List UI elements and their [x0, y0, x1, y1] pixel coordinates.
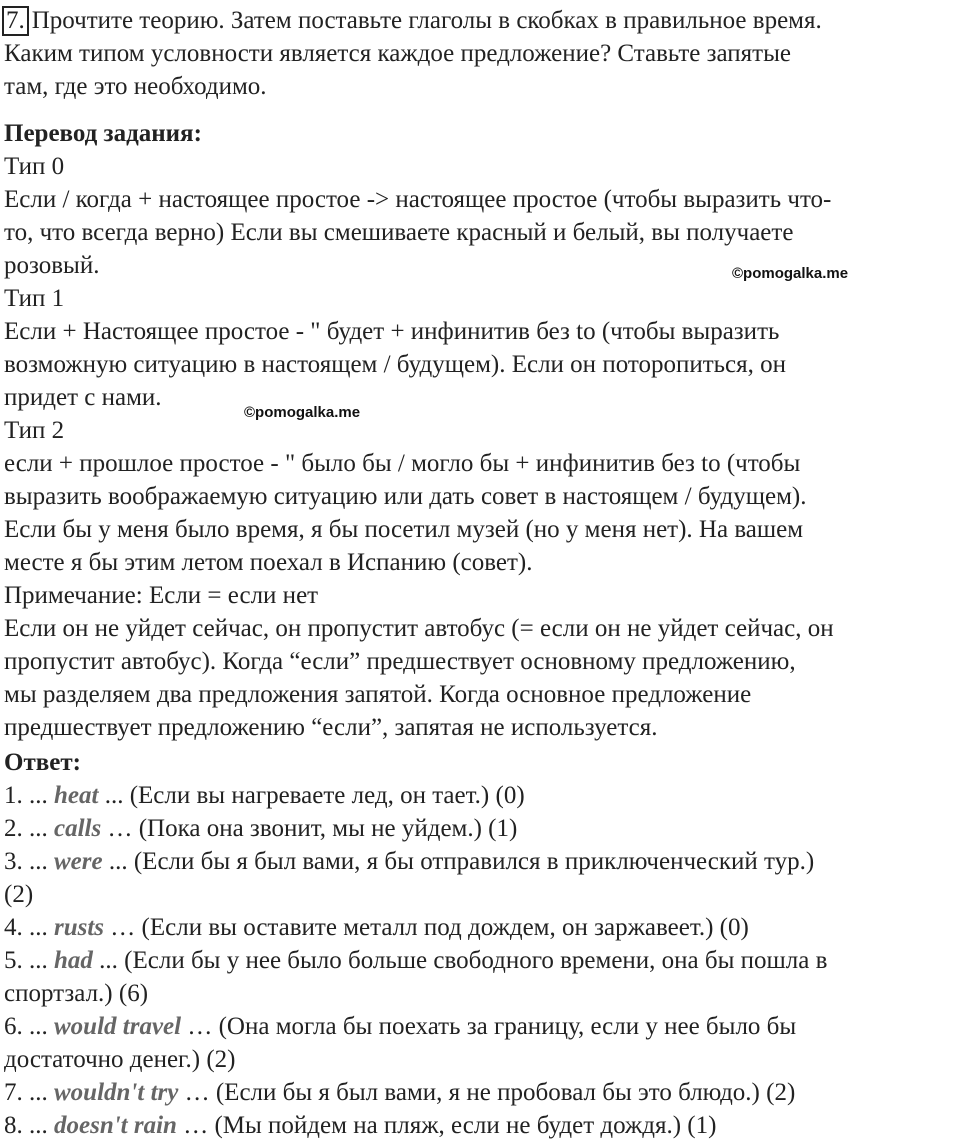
translation-line: пропустит автобус). Когда “если” предшествует основному предложению, — [4, 648, 796, 675]
translation-line: месте я бы этим летом поехал в Испанию (совет). — [4, 549, 533, 576]
task-line-3: там, где это необходимо. — [4, 73, 267, 100]
translation-line: Тип 1 — [4, 285, 65, 312]
answer-rest: … (Если вы оставите металл под дождем, он заржавеет.) (0) — [104, 914, 749, 941]
answer-prefix: 6. ... — [4, 1013, 54, 1040]
translation-line: Если / когда + настоящее простое -> настоящее простое (чтобы выразить что- — [4, 186, 832, 213]
translation-line: придет с нами. — [4, 384, 162, 411]
answer-prefix: 8. ... — [4, 1112, 54, 1139]
answer-word: wouldn't try — [54, 1079, 179, 1106]
answer-prefix: 1. ... — [4, 782, 54, 809]
translation-line: Если бы у меня было время, я бы посетил музей (но у меня нет). На вашем — [4, 516, 804, 543]
translation-heading: Перевод задания: — [4, 120, 202, 147]
task-line-1 — [2, 4, 960, 37]
translation-line: то, что всегда верно) Если вы смешиваете красный и белый, вы получаете — [4, 219, 794, 246]
answer-word: heat — [54, 782, 99, 809]
answer-rest: достаточно денег.) (2) — [4, 1046, 236, 1073]
answer-rest: спортзал.) (6) — [4, 980, 149, 1007]
answer-word: had — [54, 947, 93, 974]
answer-heading: Ответ: — [4, 749, 81, 776]
translation-line: Тип 2 — [4, 417, 65, 444]
translation-line: Тип 0 — [4, 153, 65, 180]
answer-line — [4, 812, 960, 845]
answer-line — [4, 944, 960, 977]
task-text-1: Прочтите теорию. Затем поставьте глаголы в скобках в правильное время. — [31, 7, 822, 34]
answer-line — [4, 1109, 960, 1142]
task-number: 7. — [2, 6, 29, 36]
task-line-2: Каким типом условности является каждое предложение? Ставьте запятые — [4, 40, 791, 67]
translation-line: Примечание: Если = если нет — [4, 582, 319, 609]
answer-word: rusts — [54, 914, 105, 941]
answer-line — [4, 977, 960, 1010]
answer-line — [4, 1076, 960, 1109]
answer-word: calls — [54, 815, 102, 842]
answer-rest: … (Пока она звонит, мы не уйдем.) (1) — [101, 815, 518, 842]
answer-line — [4, 878, 960, 911]
answer-rest: … (Мы пойдем на пляж, если не будет дождя.) (1) — [176, 1112, 717, 1139]
answer-rest: (2) — [4, 881, 34, 908]
answer-prefix: 5. ... — [4, 947, 54, 974]
answer-line — [4, 911, 960, 944]
translation-line: мы разделяем два предложения запятой. Когда основное предложение — [4, 681, 752, 708]
answer-word: doesn't rain — [54, 1112, 177, 1139]
answer-rest: … (Если бы я был вами, я не пробовал бы это блюдо.) (2) — [178, 1079, 796, 1106]
answer-line — [4, 845, 960, 878]
answer-line — [4, 779, 960, 812]
answer-rest: ... (Если бы у нее было больше свободного времени, она бы пошла в — [92, 947, 828, 974]
translation-line: Если он не уйдет сейчас, он пропустит автобус (= если он не уйдет сейчас, он — [4, 615, 834, 642]
answer-word: were — [54, 848, 103, 875]
answer-prefix: 3. ... — [4, 848, 54, 875]
answer-rest: … (Она могла бы поехать за границу, если у нее было бы — [181, 1013, 797, 1040]
answer-prefix: 7. ... — [4, 1079, 54, 1106]
answer-word: would travel — [54, 1013, 182, 1040]
answer-line — [4, 1043, 960, 1076]
answer-rest: ... (Если вы нагреваете лед, он тает.) (0) — [98, 782, 525, 809]
watermark: ©pomogalka.me — [244, 404, 361, 421]
translation-line: предшествует предложению “если”, запятая не используется. — [4, 714, 658, 741]
translation-line: розовый. — [4, 252, 100, 279]
watermark: ©pomogalka.me — [732, 265, 849, 282]
answer-prefix: 2. ... — [4, 815, 54, 842]
translation-line: выразить воображаемую ситуацию или дать совет в настоящем / будущем). — [4, 483, 807, 510]
answer-line — [4, 1010, 960, 1043]
translation-line: возможную ситуацию в настоящем / будущем). Если он поторопиться, он — [4, 351, 787, 378]
answer-rest: ... (Если бы я был вами, я бы отправился в приключенческий тур.) — [102, 848, 815, 875]
answer-prefix: 4. ... — [4, 914, 54, 941]
translation-line: если + прошлое простое - " было бы / могло бы + инфинитив без to (чтобы — [4, 450, 801, 477]
translation-line: Если + Настоящее простое - " будет + инфинитив без to (чтобы выразить — [4, 318, 780, 345]
